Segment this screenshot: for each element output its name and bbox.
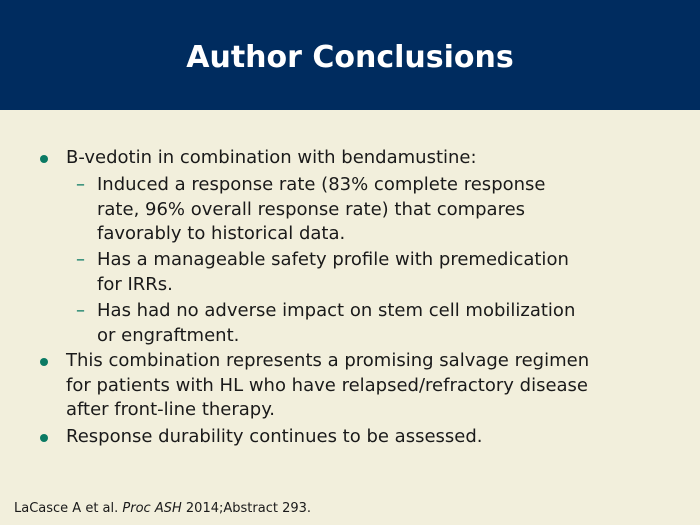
- bullet-text: B-vedotin in combination with bendamustine:: [66, 147, 477, 168]
- dash-icon: –: [76, 174, 85, 195]
- subbullet-line: Has a manageable safety profile with premedication: [97, 249, 569, 270]
- title-bar: [0, 0, 700, 110]
- bullet-text: for patients with HL who have relapsed/refractory disease: [66, 374, 588, 396]
- bullet-dot-icon: [40, 434, 48, 442]
- citation: [14, 500, 311, 518]
- citation-authors: LaCasce A et al.: [14, 501, 119, 516]
- bullet-text: after front-line therapy.: [66, 399, 276, 420]
- bullet-dot-icon: [40, 155, 48, 163]
- slide-title: Author Conclusions: [186, 40, 514, 75]
- subbullet-line: Induced a response rate (83% complete response: [97, 174, 546, 195]
- bullet-dot-icon: [40, 358, 48, 366]
- subbullet-line: rate, 96% overall response rate) that compares: [97, 198, 526, 220]
- dash-icon: –: [76, 249, 85, 270]
- subbullet-line: for IRRs.: [97, 273, 173, 295]
- citation-journal: Proc ASH: [122, 501, 182, 516]
- bullet-text: Response durability continues to be assessed.: [66, 426, 483, 447]
- dash-icon: –: [76, 300, 85, 321]
- subbullet-line: Has had no adverse impact on stem cell mobilization: [97, 300, 576, 321]
- subbullet-line: or engraftment.: [97, 324, 240, 346]
- subbullet-line: favorably to historical data.: [97, 223, 346, 244]
- citation-details: 2014;Abstract 293.: [185, 501, 312, 516]
- bullet-text: This combination represents a promising salvage regimen: [66, 350, 590, 371]
